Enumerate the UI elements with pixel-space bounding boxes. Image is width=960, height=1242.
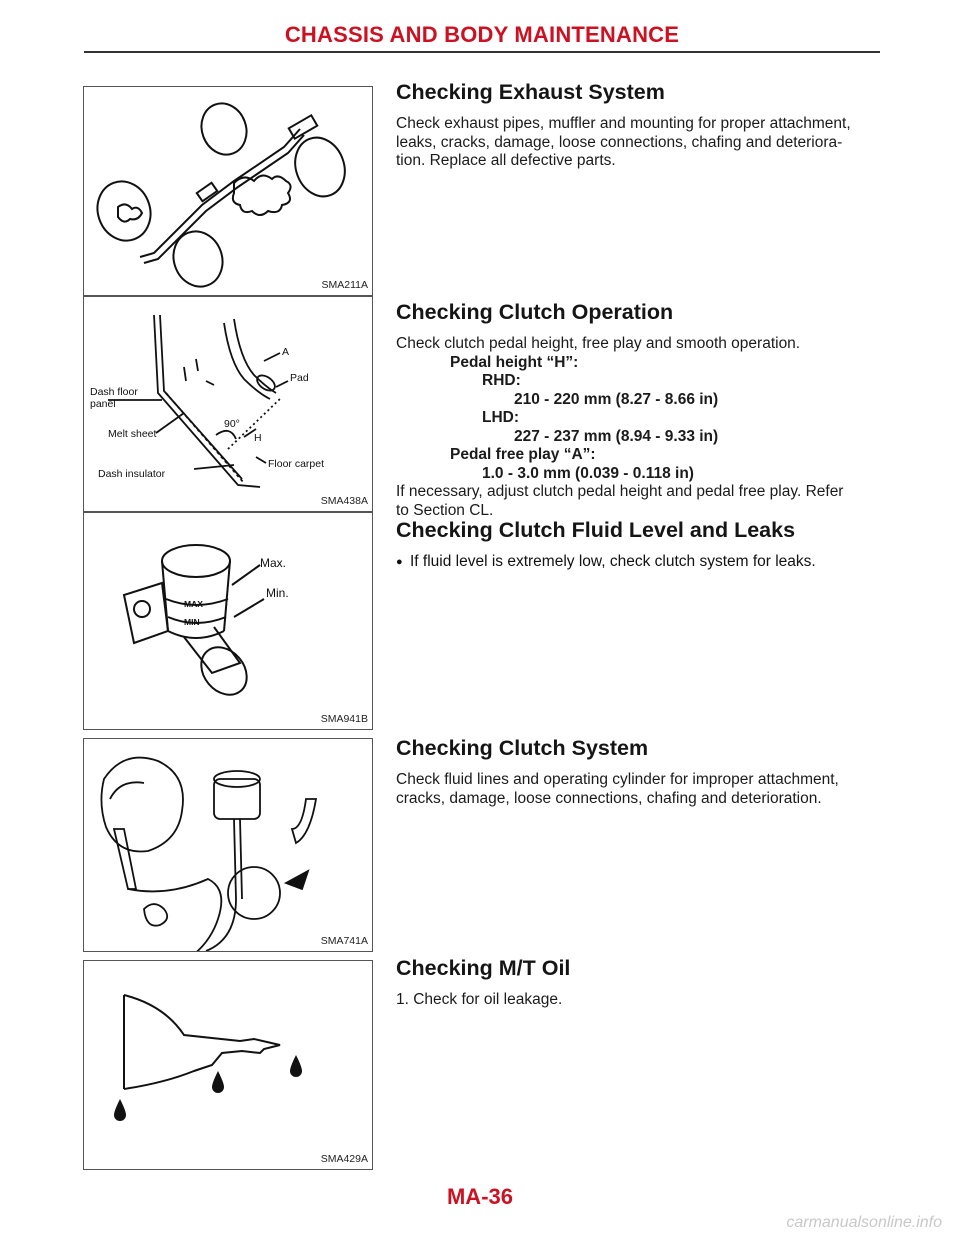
- spec-pedal-height: Pedal height “H”:: [450, 353, 579, 371]
- label-min: Min.: [266, 586, 289, 600]
- oil-drop-icon: [212, 1071, 224, 1093]
- label-dash-floor: Dash floor: [90, 386, 138, 398]
- label-h: H: [254, 432, 262, 444]
- spec-lhd-value: 227 - 237 mm (8.94 - 9.33 in): [514, 427, 719, 445]
- label-panel: panel: [90, 398, 116, 410]
- watermark: carmanualsonline.info: [786, 1214, 942, 1231]
- figure-clutch-fluid: [83, 512, 373, 730]
- paragraph-line: Check fluid lines and operating cylinder for improper attachment,: [396, 771, 839, 788]
- header-divider: [84, 51, 880, 53]
- page-header-title: CHASSIS AND BODY MAINTENANCE: [284, 22, 680, 47]
- transmission-illustration: [84, 961, 373, 1170]
- figure-code: SMA429A: [320, 1153, 368, 1165]
- figure-code: SMA438A: [320, 495, 368, 507]
- paragraph-line: leaks, cracks, damage, loose connections, chafing and deteriora-: [396, 133, 843, 151]
- section-clutch-fluid: [396, 518, 884, 572]
- oil-drop-icon: [290, 1055, 302, 1077]
- section-title: Checking Clutch Fluid Level and Leaks: [396, 518, 796, 542]
- spec-free-play: Pedal free play “A”:: [450, 446, 596, 463]
- section-mt-oil: [396, 956, 884, 1010]
- exhaust-illustration: [84, 87, 373, 296]
- paragraph-line: tion. Replace all defective parts.: [396, 152, 616, 169]
- figure-clutch-operation: [83, 296, 373, 512]
- paragraph-line: to Section CL.: [396, 501, 494, 519]
- clutch-system-illustration: [84, 739, 373, 952]
- section-title: Checking Clutch System: [396, 736, 649, 760]
- numbered-item: 1. Check for oil leakage.: [396, 991, 563, 1008]
- label-angle: 90°: [224, 418, 240, 430]
- section-title: Checking Clutch Operation: [396, 300, 674, 324]
- spec-rhd-value: 210 - 220 mm (8.27 - 8.66 in): [514, 390, 719, 408]
- page-number: MA-36: [446, 1184, 513, 1209]
- label-melt-sheet: Melt sheet: [108, 428, 157, 440]
- figure-mt-oil: [83, 960, 373, 1170]
- mark-max: MAX: [184, 599, 203, 609]
- figure-code: SMA941B: [320, 713, 368, 725]
- figure-exhaust: [83, 86, 373, 296]
- paragraph-line: Check exhaust pipes, muffler and mounting for proper attachment,: [396, 115, 851, 132]
- spec-rhd: RHD:: [482, 372, 521, 389]
- clutch-pedal-illustration: [84, 297, 373, 512]
- bullet-item: [396, 553, 884, 572]
- section-clutch-operation: [396, 300, 884, 520]
- fluid-reservoir-illustration: [84, 513, 373, 730]
- bullet-marker: ●: [396, 556, 403, 568]
- label-dash-insulator: Dash insulator: [98, 468, 166, 480]
- figure-code: SMA741A: [320, 935, 368, 947]
- label-pad: Pad: [290, 372, 309, 384]
- oil-drop-icon: [114, 1099, 126, 1121]
- spec-free-play-value: 1.0 - 3.0 mm (0.039 - 0.118 in): [482, 464, 694, 482]
- paragraph-line: cracks, damage, loose connections, chafing and deterioration.: [396, 789, 822, 807]
- label-max: Max.: [260, 556, 287, 570]
- label-floor-carpet: Floor carpet: [268, 458, 325, 470]
- mark-min: MIN: [184, 617, 200, 627]
- section-title: Checking M/T Oil: [396, 956, 571, 980]
- section-title: Checking Exhaust System: [396, 80, 665, 104]
- bullet-text: If fluid level is extremely low, check clutch system for leaks.: [410, 553, 816, 570]
- paragraph-line: Check clutch pedal height, free play and smooth operation.: [396, 335, 801, 352]
- spec-lhd: LHD:: [482, 409, 520, 426]
- label-a: A: [282, 346, 290, 358]
- paragraph-line: If necessary, adjust clutch pedal height and pedal free play. Refer: [396, 483, 844, 500]
- figure-code: SMA211A: [321, 279, 368, 291]
- section-clutch-system: [396, 736, 884, 808]
- section-exhaust: [396, 80, 884, 171]
- figure-clutch-system: [83, 738, 373, 952]
